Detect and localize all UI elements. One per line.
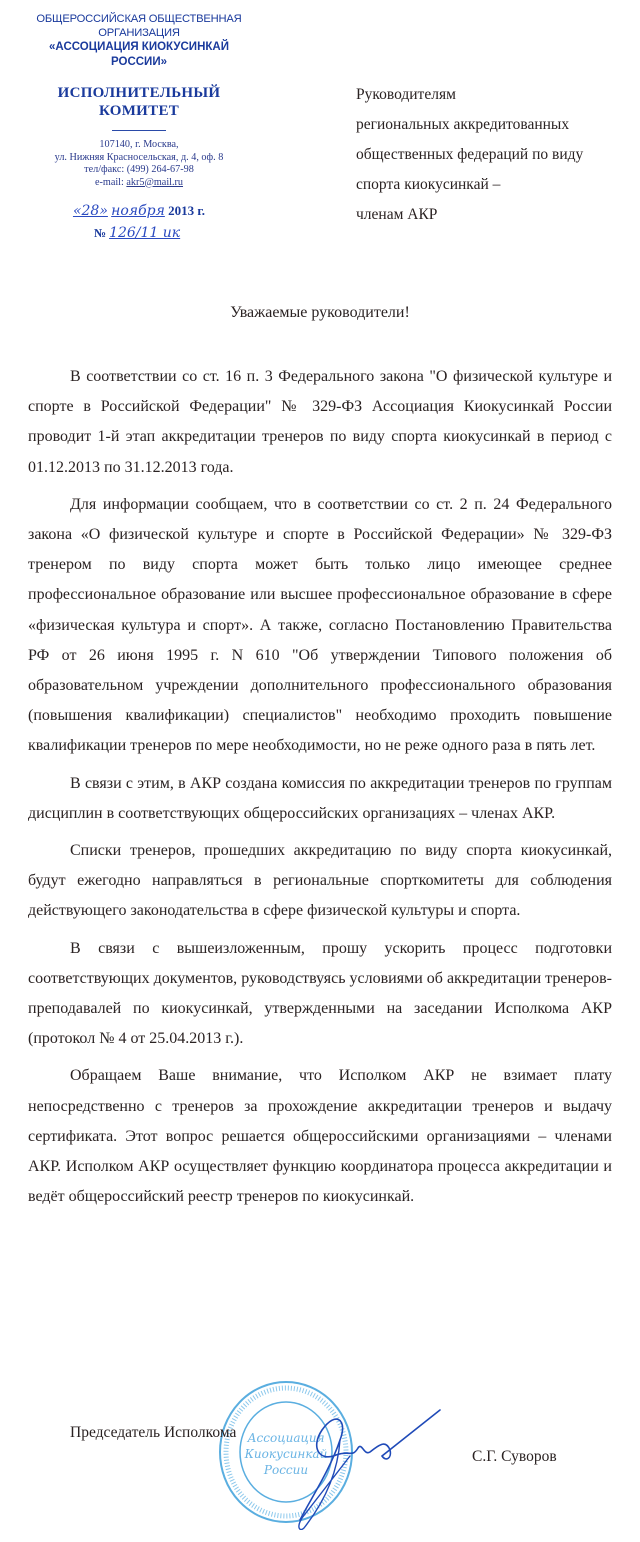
recipient-line: Руководителям [356, 86, 456, 103]
letter-body [28, 362, 612, 1219]
committee-title [14, 84, 264, 120]
body-paragraph: В связи с вышеизложенным, прошу ускорить процесс подготовки соответствующих документов, руководствуясь условиями об аккредитации тренеров-преподавалей по киокусинкай, утвержденными на заседании Исполкома АКР (протокол № 4 от 25.04.2013 г.). [28, 939, 612, 1048]
stamp-text-2: Киокусинкай [244, 1447, 328, 1461]
org-type-line: ОБЩЕРОССИЙСКАЯ ОБЩЕСТВЕННАЯ [36, 13, 242, 25]
letterhead [14, 12, 264, 241]
body-paragraph: Обращаем Ваше внимание, что Исполком АКР не взимает плату непосредственно с тренеров за прохождение аккредитации тренеров и выдачу сертификата. Этот вопрос решается общероссийскими организациями – членами АКР. Исполком АКР осуществляет функцию координатора процесса аккредитации и ведёт общероссийский реестр тренеров по киокусинкай. [28, 1067, 612, 1206]
signature-block [0, 1370, 640, 1542]
recipient-line: региональных аккредитованных [356, 116, 570, 133]
recipient-line: общественных федераций по виду [356, 146, 584, 163]
org-type-line-2: ОРГАНИЗАЦИЯ [98, 27, 180, 39]
doc-number-value: 126/11 ик [109, 225, 181, 241]
body-paragraph: В связи с этим, в АКР создана комиссия по аккредитации тренеров по группам дисциплин в соответствующих общероссийских организациях – членах АКР. [28, 774, 612, 822]
recipient-block [356, 80, 583, 230]
committee-line-2: КОМИТЕТ [98, 103, 180, 119]
address-street: ул. Нижняя Красносельская, д. 4, оф. 8 [54, 151, 224, 163]
address-city: 107140, г. Москва, [99, 139, 179, 150]
org-name-line-2: РОССИИ» [110, 56, 167, 68]
signatory-title: Председатель Исполкома [70, 1424, 237, 1441]
date-month: ноября [111, 203, 165, 219]
body-paragraph: Для информации сообщаем, что в соответствии со ст. 2 п. 24 Федерального закона «О физической культуре и спорте в Российской Федерации» № 329-ФЗ тренером по виду спорта может быть только лицо имеющее среднее профессиональное образование или высшее профессиональное образование в сфере «физическая культура и спорт». А также, согласно Постановлению Правительства РФ от 26 июня 1995 г. N 610 "Об утверждении Типового положения об образовательном учреждении дополнительного профессионального образования (повышения квалификации) специалистов" необходимо проходить повышение квалификации тренеров по мере необходимости, но не реже одного раза в пять лет. [28, 495, 612, 755]
stamp-text-1: Ассоциация [247, 1431, 325, 1445]
address-block [14, 139, 264, 189]
salutation: Уважаемые руководители! [230, 304, 410, 321]
email-line [14, 177, 264, 190]
body-paragraph: Списки тренеров, прошедших аккредитацию по виду спорта киокусинкай, будут ежегодно направляться в региональные спорткомитеты для соблюдения действующего законодательства в сфере физической культуры и спорта. [28, 842, 612, 920]
phone-fax: тел/факс: (499) 264-67-98 [84, 164, 194, 175]
committee-line-1: ИСПОЛНИТЕЛЬНЫЙ [57, 85, 221, 101]
email-label: e-mail: [94, 176, 127, 188]
recipient-line: членам АКР [356, 206, 438, 223]
letterhead-divider [112, 130, 166, 131]
document-number [14, 225, 264, 241]
date-day: «28» [72, 203, 108, 219]
handwritten-signature-icon [240, 1400, 450, 1530]
date-year: 2013 г. [168, 203, 206, 218]
recipient-line: спорта киокусинкай – [356, 176, 501, 193]
org-name-line-1: «АССОЦИАЦИЯ КИОКУСИНКАЙ [49, 41, 229, 53]
body-paragraph: В соответствии со ст. 16 п. 3 Федерального закона "О физической культуре и спорте в Российской Федерации" № 329-ФЗ Ассоциация Киокусинкай России проводит 1-й этап аккредитации тренеров по виду спорта киокусинкай в период с 01.12.2013 по 31.12.2013 года. [28, 368, 612, 476]
letter-date [14, 203, 264, 219]
doc-number-label: № [94, 226, 107, 240]
stamp-text-3: России [263, 1463, 309, 1477]
email-link[interactable]: akr5@mail.ru [126, 176, 184, 188]
signatory-name: С.Г. Суворов [472, 1448, 557, 1465]
